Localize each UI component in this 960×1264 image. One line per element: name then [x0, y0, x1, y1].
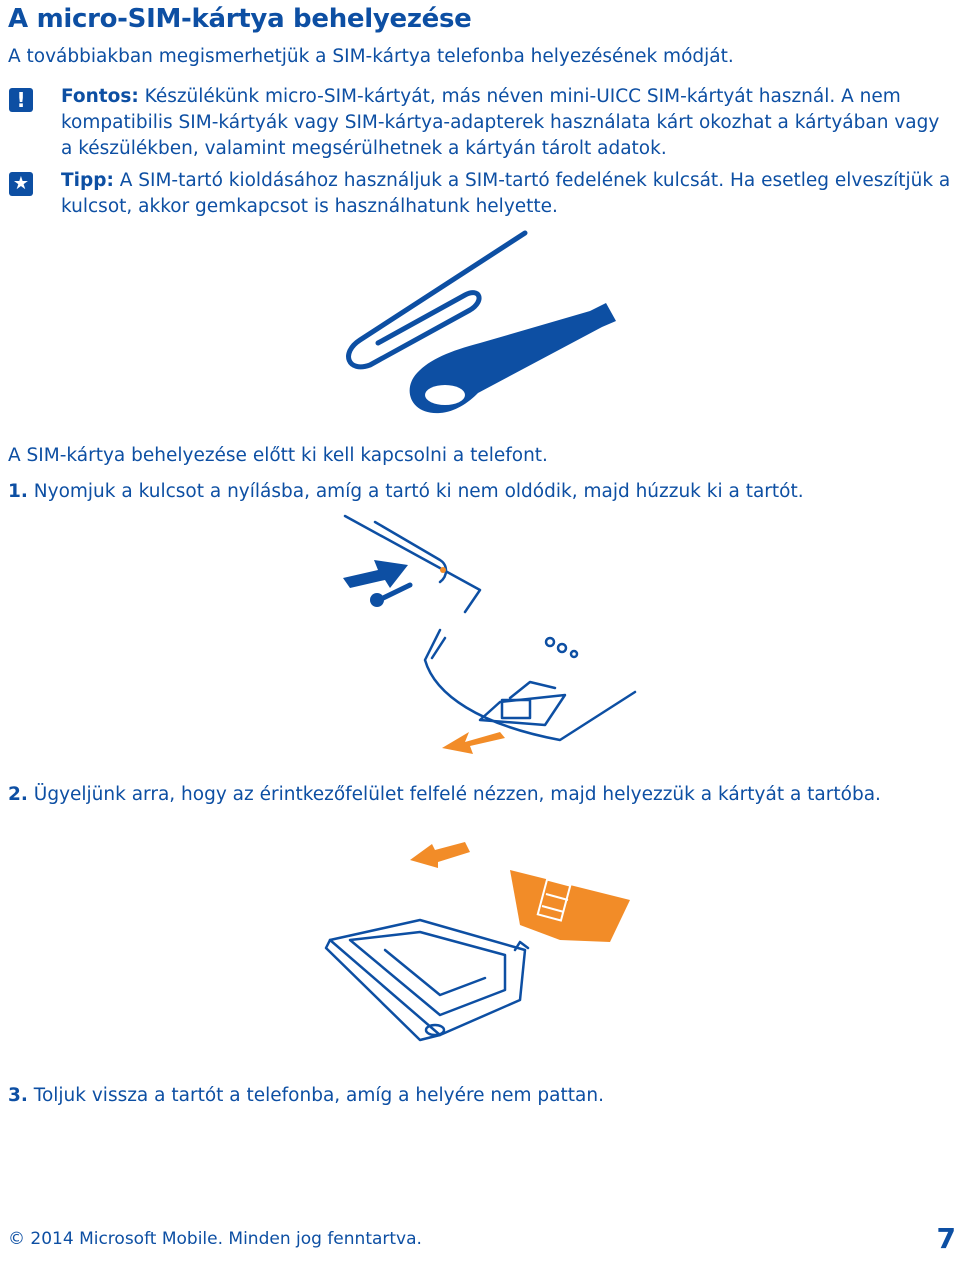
intro-text: A továbbiakban megismerhetjük a SIM-kártya telefonba helyezésének módját.	[8, 46, 734, 67]
tray-eject-illustration	[330, 510, 640, 770]
tip-text: A SIM-tartó kioldásához használjuk a SIM-tartó fedelének kulcsát. Ha esetleg elveszítjük a kulcsot, akkor gemkapcsot is használhatunk helyette.	[61, 170, 951, 217]
star-icon: ★	[9, 172, 33, 196]
paperclip-and-sim-key-illustration	[320, 225, 640, 425]
tip-note	[61, 168, 951, 220]
copyright-footer: © 2014 Microsoft Mobile. Minden jog fenntartva.	[8, 1229, 422, 1249]
step-2-number: 2.	[8, 784, 28, 805]
page-title: A micro-SIM-kártya behelyezése	[8, 4, 472, 34]
before-text: A SIM-kártya behelyezése előtt ki kell kapcsolni a telefont.	[8, 445, 548, 466]
step-2-text: Ügyeljünk arra, hogy az érintkezőfelület felfelé nézzen, majd helyezzük a kártyát a tartóba.	[27, 784, 881, 805]
tip-label: Tipp:	[61, 170, 114, 191]
step-1-number: 1.	[8, 481, 28, 502]
sim-into-tray-illustration	[320, 830, 640, 1060]
step-1-text: Nyomjuk a kulcsot a nyílásba, amíg a tartó ki nem oldódik, majd húzzuk ki a tartót.	[27, 481, 804, 502]
step-3-text: Toljuk vissza a tartót a telefonba, amíg a helyére nem pattan.	[27, 1085, 604, 1106]
page-number: 7	[936, 1222, 956, 1255]
step-3-number: 3.	[8, 1085, 28, 1106]
warning-note	[61, 84, 951, 162]
step-1	[8, 481, 804, 502]
exclamation-icon: !	[9, 88, 33, 112]
step-3	[8, 1085, 604, 1106]
warning-text: Készülékünk micro-SIM-kártyát, más néven mini-UICC SIM-kártyát használ. A nem kompatibilis SIM-kártyák vagy SIM-kártya-adapterek használata kárt okozhat a kártyában vagy a készülékben, valamint megsérülhetnek a kártyán tárolt adatok.	[61, 86, 940, 159]
warning-label: Fontos:	[61, 86, 139, 107]
step-2	[8, 784, 881, 805]
